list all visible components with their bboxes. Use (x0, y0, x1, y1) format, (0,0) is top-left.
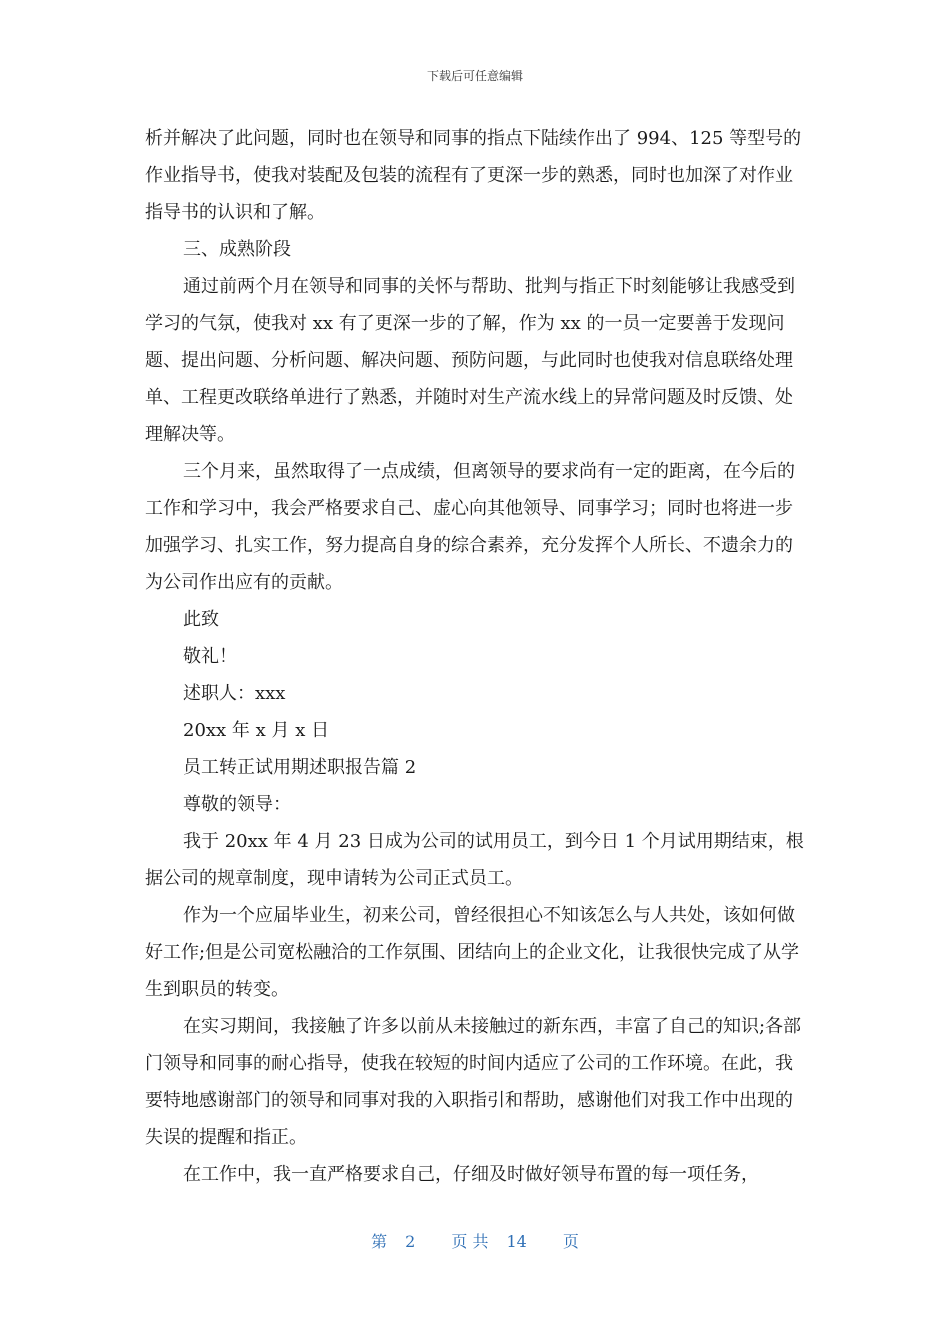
greeting: 尊敬的领导： (183, 794, 291, 815)
footer-mid: 页 共 (451, 1232, 489, 1251)
footer-total-pages: 14 (506, 1232, 527, 1251)
paragraph: 通过前两个月在领导和同事的关怀与帮助、批判与指正下时刻能够让我感受到学习的气氛，使我对 xx 有了更深一步的了解，作为 xx 的一员一定要善于发现问题、提出问题、分析问题、解决问题、预防问题，与此同时也使我对信息联络处理单、工程更改联络单进行了熟悉，并随时对生产流水线上的异常问题及时反馈、处理解决等。 (145, 276, 795, 445)
closing-regards: 敬礼！ (183, 646, 237, 667)
paragraph: 在工作中，我一直严格要求自己，仔细及时做好领导布置的每一项任务， (183, 1164, 759, 1185)
date-line: 20xx 年 x 月 x 日 (183, 720, 330, 741)
page-footer (0, 1229, 950, 1252)
section-heading: 三、成熟阶段 (183, 239, 291, 260)
paragraph: 析并解决了此问题，同时也在领导和同事的指点下陆续作出了 994、125 等型号的作业指导书，使我对装配及包装的流程有了更深一步的熟悉，同时也加深了对作业指导书的认识和了解。 (145, 128, 802, 223)
paragraph: 作为一个应届毕业生，初来公司，曾经很担心不知该怎么与人共处，该如何做好工作;但是公司宽松融洽的工作氛围、团结向上的企业文化，让我很快完成了从学生到职员的转变。 (145, 905, 800, 1000)
footer-suffix: 页 (562, 1232, 579, 1251)
footer-page-number: 2 (405, 1232, 416, 1251)
closing-salutation: 此致 (183, 609, 219, 630)
paragraph: 三个月来，虽然取得了一点成绩，但离领导的要求尚有一定的距离，在今后的工作和学习中，我会严格要求自己、虚心向其他领导、同事学习；同时也将进一步加强学习、扎实工作，努力提高自身的综合素养，充分发挥个人所长、不遗余力的为公司作出应有的贡献。 (145, 461, 795, 593)
paragraph: 我于 20xx 年 4 月 23 日成为公司的试用员工，到今日 1 个月试用期结束，根据公司的规章制度，现申请转为公司正式员工。 (145, 831, 804, 889)
footer-prefix: 第 (371, 1232, 388, 1251)
paragraph: 在实习期间，我接触了许多以前从未接触过的新东西，丰富了自己的知识;各部门领导和同事的耐心指导，使我在较短的时间内适应了公司的工作环境。在此，我要特地感谢部门的领导和同事对我的入职指引和帮助，感谢他们对我工作中出现的失误的提醒和指正。 (145, 1016, 802, 1148)
page-header-note: 下载后可任意编辑 (426, 69, 523, 83)
document-body (145, 120, 810, 1193)
signature-line: 述职人：xxx (183, 683, 286, 704)
section-title: 员工转正试用期述职报告篇 2 (183, 757, 417, 778)
